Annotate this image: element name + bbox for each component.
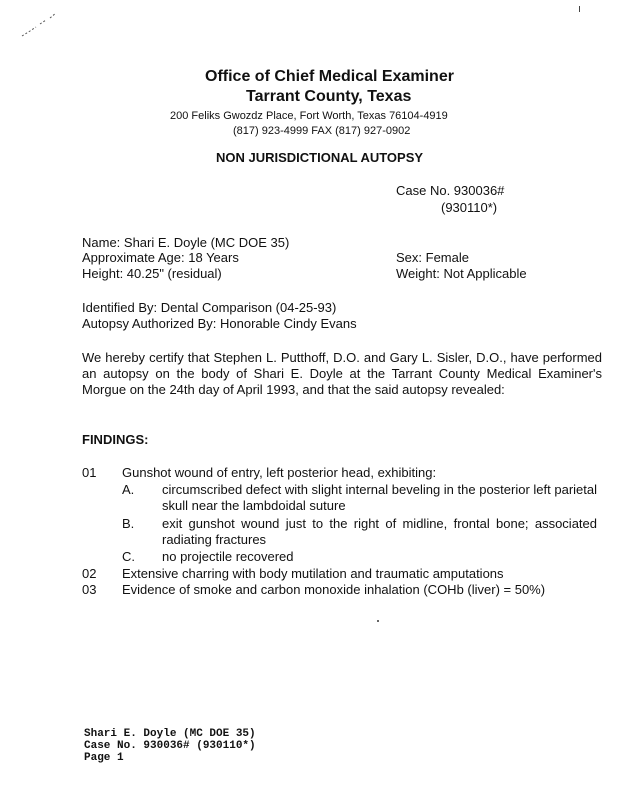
- subject-weight: Weight: Not Applicable: [396, 266, 527, 281]
- sub-finding-letter: A.: [122, 482, 135, 497]
- subject-height: Height: 40.25" (residual): [82, 266, 222, 281]
- footer-case: Case No. 930036# (930110*): [84, 740, 256, 752]
- finding-text: Extensive charring with body mutilation and traumatic amputations: [122, 566, 504, 581]
- sub-finding-text: no projectile recovered: [162, 549, 294, 564]
- sub-finding-text: exit gunshot wound just to the right of midline, frontal bone; associated radiating fractures: [162, 516, 597, 547]
- authorized-by: Autopsy Authorized By: Honorable Cindy Evans: [82, 316, 357, 331]
- sub-finding-text: circumscribed defect with slight internal beveling in the posterior left parietal skull near the lambdoidal suture: [162, 482, 597, 513]
- finding-text: Evidence of smoke and carbon monoxide inhalation (COHb (liver) = 50%): [122, 582, 546, 597]
- subject-sex: Sex: Female: [396, 250, 469, 265]
- office-phone: (817) 923-4999 FAX (817) 927-0902: [233, 125, 411, 137]
- finding-text: Gunshot wound of entry, left posterior head, exhibiting:: [122, 465, 437, 480]
- certification-paragraph: We hereby certify that Stephen L. Putthoff, D.O. and Gary L. Sisler, D.O., have performed an autopsy on the body of Shari E. Doyle at the Tarrant County Medical Examiner's Morgue on the 24th day of April 1993, and that the said autopsy revealed:: [82, 350, 602, 397]
- page-speck: [377, 620, 379, 622]
- pen-mark-scribble: [20, 10, 60, 40]
- sub-finding-letter: C.: [122, 549, 135, 564]
- findings-heading: FINDINGS:: [82, 432, 149, 447]
- office-name: Office of Chief Medical Examiner: [205, 68, 454, 85]
- finding-number: 01: [82, 465, 97, 480]
- sub-finding-letter: B.: [122, 516, 135, 531]
- identified-by: Identified By: Dental Comparison (04-25-93): [82, 300, 337, 315]
- finding-number: 02: [82, 566, 97, 581]
- footer-subject: Shari E. Doyle (MC DOE 35): [84, 728, 256, 740]
- page-edge-mark: [579, 6, 580, 12]
- county-name: Tarrant County, Texas: [246, 88, 412, 105]
- footer-page: Page 1: [84, 752, 124, 764]
- case-number: Case No. 930036#: [396, 183, 505, 198]
- case-alt-number: (930110*): [441, 200, 498, 215]
- subject-age: Approximate Age: 18 Years: [82, 250, 239, 265]
- document-title: NON JURISDICTIONAL AUTOPSY: [216, 150, 424, 165]
- subject-name: Name: Shari E. Doyle (MC DOE 35): [82, 235, 290, 250]
- office-address: 200 Feliks Gwozdz Place, Fort Worth, Texas 76104-4919: [170, 110, 448, 122]
- finding-number: 03: [82, 582, 97, 597]
